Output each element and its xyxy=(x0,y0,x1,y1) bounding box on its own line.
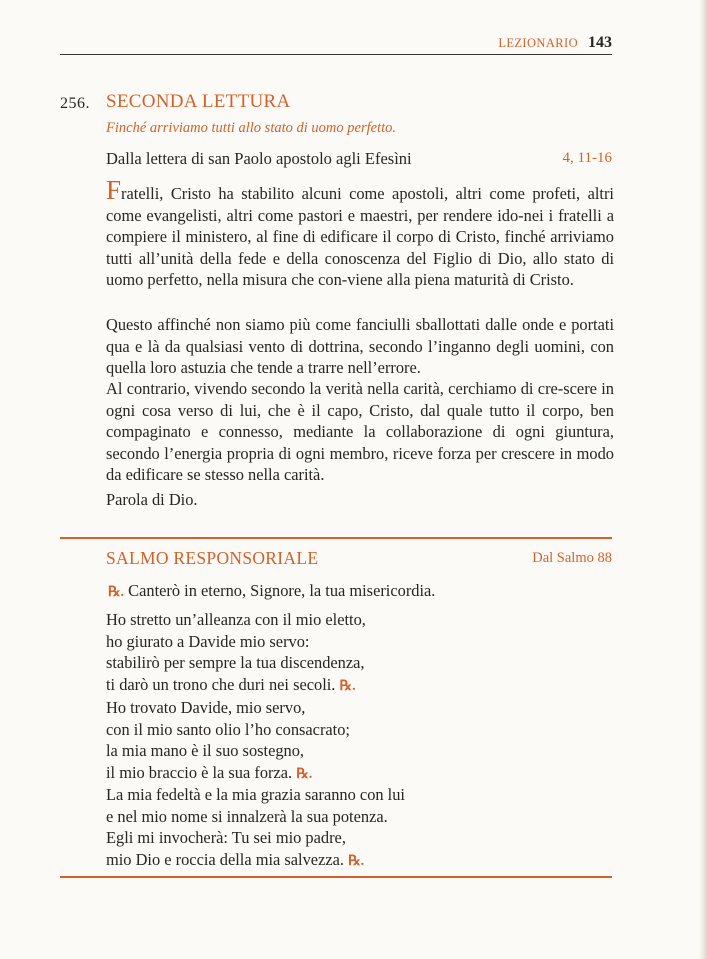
psalm-response xyxy=(108,581,435,601)
reading-paragraph-3: Al contrario, vivendo secondo la verità nella carità, cerchiamo di cre-scere in ogni cosa verso di lui, che è il capo, Cristo, dal quale tutto il corpo, ben compaginato e connesso, mediante la collaborazione di ogni giuntura, secondo l’energia propria di ogni membro, riceve forza per crescere in modo da edificare se stesso nella carità. xyxy=(106,379,614,484)
page-gutter-shadow xyxy=(699,0,707,959)
header-section: LEZIONARIO xyxy=(498,36,578,50)
stanza-line: Egli mi invocherà: Tu sei mio padre, xyxy=(106,828,346,847)
psalm-stanza-3 xyxy=(106,784,405,872)
reading-source: Dalla lettera di san Paolo apostolo agli Efesìni xyxy=(106,149,412,168)
stanza-line: la mia mano è il suo sostegno, xyxy=(106,741,305,760)
page-number: 143 xyxy=(588,34,612,51)
stanza-line: Ho trovato Davide, mio servo, xyxy=(106,698,306,717)
header-rule xyxy=(60,54,612,55)
paragraph-text: ratelli, Cristo ha stabilito alcuni come apostoli, altri come profeti, altri come evangelisti, altri come pastori e maestri, per rendere ido-nei i fratelli a compiere il ministero, al fine di edificare il corpo di Cristo, finché arriviamo tutti all’unità della fede e della conoscenza del Figlio di Dio, allo stato di uomo perfetto, nella misura che con-viene alla piena maturità di Cristo. xyxy=(106,184,614,289)
reading-conclusion: Parola di Dio. xyxy=(106,490,198,509)
bottom-divider xyxy=(60,876,612,878)
stanza-line: ho giurato a Davide mio servo: xyxy=(106,631,310,651)
psalm-stanza-2 xyxy=(106,697,350,785)
reading-title: SECONDA LETTURA xyxy=(106,91,291,112)
stanza-line: il mio braccio è la sua forza. ℞. xyxy=(106,762,313,782)
reading-subtitle: Finché arriviamo tutti allo stato di uomo perfetto. xyxy=(106,120,396,136)
stanza-line: ti darò un trono che duri nei secoli. ℞. xyxy=(106,674,356,694)
reading-paragraph-2: Questo affinché non siamo più come fanciulli sballottati dalle onde e portati qua e là da qualsiasi vento di dottrina, secondo l’inganno degli uomini, con quella loro astuzia che tende a trarre nell’errore. xyxy=(106,315,614,377)
reading-reference: 4, 11-16 xyxy=(562,150,612,166)
drop-cap: F xyxy=(106,175,122,205)
stanza-line: e nel mio nome si innalzerà la sua potenza. xyxy=(106,806,388,826)
stanza-line: stabilirò per sempre la tua discendenza, xyxy=(106,653,365,672)
response-symbol-icon: ℞. xyxy=(296,766,313,782)
stanza-line: Ho stretto un’alleanza con il mio eletto, xyxy=(106,610,366,629)
psalm-reference: Dal Salmo 88 xyxy=(532,550,612,566)
stanza-line: mio Dio e roccia della mia salvezza. ℞. xyxy=(106,849,365,869)
stanza-line: con il mio santo olio l’ho consacrato; xyxy=(106,719,350,739)
response-text: Canterò in eterno, Signore, la tua misericordia. xyxy=(128,581,436,600)
stanza-line: La mia fedeltà e la mia grazia saranno con lui xyxy=(106,785,405,804)
psalm-title: SALMO RESPONSORIALE xyxy=(106,548,319,568)
psalm-stanza-1 xyxy=(106,609,366,697)
section-divider xyxy=(60,537,612,539)
reading-number: 256. xyxy=(60,95,90,112)
running-header xyxy=(60,34,612,52)
response-symbol-icon: ℞. xyxy=(108,585,125,600)
response-symbol-icon: ℞. xyxy=(348,853,365,869)
response-symbol-icon: ℞. xyxy=(339,678,356,694)
reading-paragraph-1 xyxy=(106,175,614,291)
